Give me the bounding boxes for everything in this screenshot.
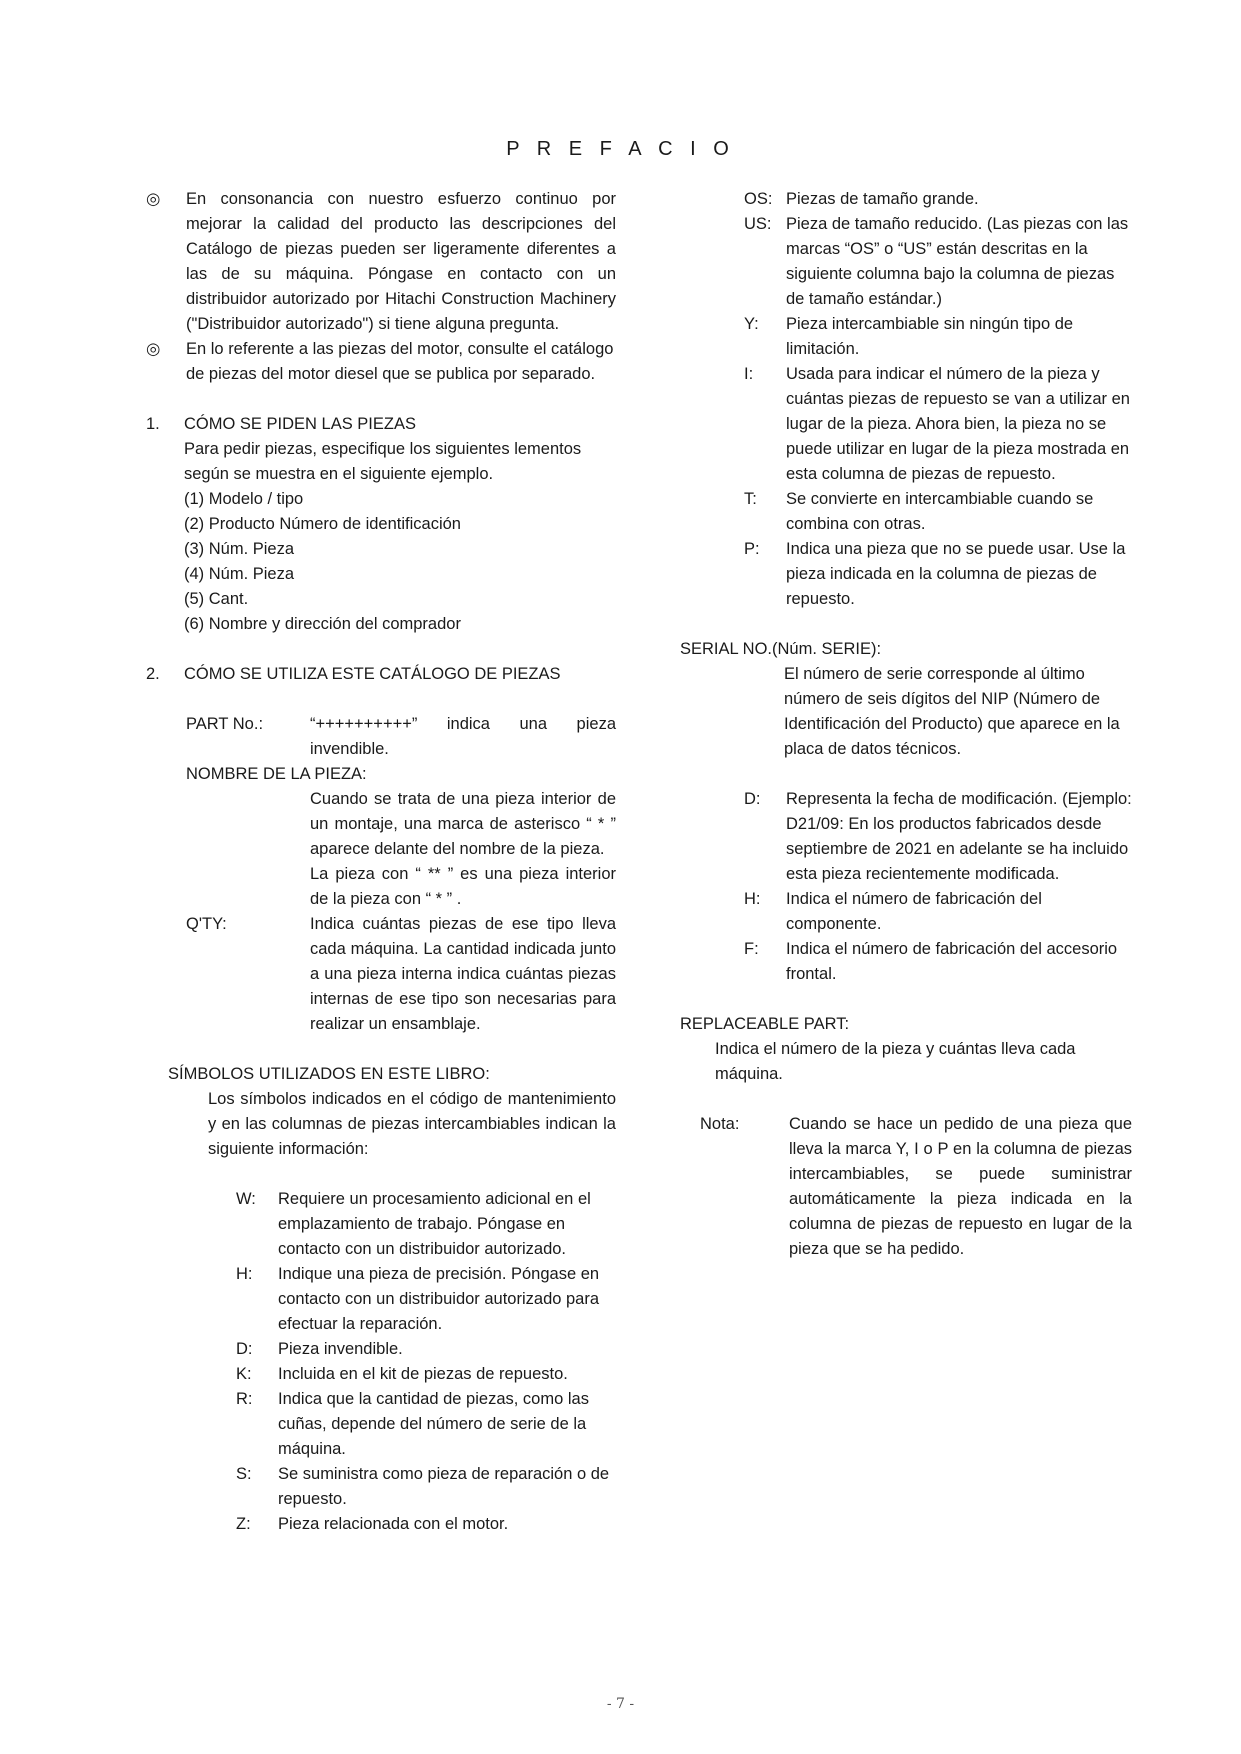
note bbox=[680, 1112, 1132, 1262]
symbol-item bbox=[680, 937, 1132, 987]
left-column bbox=[146, 187, 616, 1537]
symbol-text: Pieza de tamaño reducido. (Las piezas con las marcas “OS” o “US” están descritas en la siguiente columna bajo la columna de piezas de tamaño estándar.) bbox=[786, 215, 1129, 308]
symbols-intro: Los símbolos indicados en el código de mantenimiento y en las columnas de piezas intercambiables indican la siguiente información: bbox=[208, 1090, 616, 1158]
note-text: Cuando se hace un pedido de una pieza que lleva la marca Y, I o P en la columna de piezas intercambiables, se puede suministrar automáticamente la pieza indicada en la columna de piezas de repuesto en lugar de la pieza que se ha pedido. bbox=[789, 1115, 1132, 1258]
symbol-item bbox=[680, 887, 1132, 937]
section-2-heading bbox=[146, 662, 616, 687]
symbol-text: Indica que la cantidad de piezas, como las cuñas, depende del número de serie de la máquina. bbox=[278, 1390, 589, 1458]
section-1-heading bbox=[146, 412, 616, 437]
note-label: Nota: bbox=[700, 1115, 740, 1133]
symbol-text: Indique una pieza de precisión. Póngase en contacto con un distribuidor autorizado para efectuar la reparación. bbox=[278, 1265, 600, 1333]
symbols-section bbox=[146, 1062, 616, 1162]
section-title: CÓMO SE UTILIZA ESTE CATÁLOGO DE PIEZAS bbox=[184, 665, 561, 683]
symbol-item bbox=[680, 362, 1132, 487]
section-1-body bbox=[146, 437, 616, 637]
symbol-text: Piezas de tamaño grande. bbox=[786, 190, 979, 208]
right-column bbox=[680, 187, 1132, 1262]
part-no-definition bbox=[186, 712, 616, 762]
definition-text: “++++++++++” indica una pieza invendible. bbox=[310, 715, 616, 758]
symbols-list bbox=[146, 1187, 616, 1537]
symbol-text: Pieza intercambiable sin ningún tipo de limitación. bbox=[786, 315, 1074, 358]
list-item: (2) Producto Número de identificación bbox=[184, 515, 461, 533]
definition-term: NOMBRE DE LA PIEZA: bbox=[186, 765, 367, 783]
symbol-item bbox=[680, 312, 1132, 362]
symbol-item bbox=[680, 787, 1132, 887]
symbol-text: Se convierte en intercambiable cuando se combina con otras. bbox=[786, 490, 1094, 533]
serial-title: SERIAL NO.(Núm. SERIE): bbox=[680, 640, 882, 658]
intro-item bbox=[146, 337, 616, 387]
double-circle-icon: ◎ bbox=[146, 340, 161, 358]
symbol-item bbox=[680, 187, 1132, 212]
symbol-text: Indica el número de fabricación del componente. bbox=[786, 890, 1042, 933]
symbol-key: K: bbox=[236, 1365, 252, 1383]
symbol-key: I: bbox=[744, 365, 754, 383]
serial-text: El número de serie corresponde al último número de seis dígitos del NIP (Número de Identificación del Producto) que aparece en la placa de datos técnicos. bbox=[784, 665, 1120, 758]
symbol-key: W: bbox=[236, 1190, 256, 1208]
symbols-title: SÍMBOLOS UTILIZADOS EN ESTE LIBRO: bbox=[168, 1065, 490, 1083]
symbol-text: Indica el número de fabricación del accesorio frontal. bbox=[786, 940, 1118, 983]
section-2-body bbox=[146, 712, 616, 1037]
replaceable-title: REPLACEABLE PART: bbox=[680, 1015, 850, 1033]
symbol-key: H: bbox=[744, 890, 761, 908]
symbol-text: Usada para indicar el número de la pieza y cuántas piezas de repuesto se van a utilizar en lugar de la pieza. Ahora bien, la pieza no se puede utilizar en lugar de la pieza mostrada en esta columna de piezas de repuesto. bbox=[786, 365, 1130, 483]
symbol-text: Requiere un procesamiento adicional en el emplazamiento de trabajo. Póngase en contacto con un distribuidor autorizado. bbox=[278, 1190, 591, 1258]
symbol-key: Y: bbox=[744, 315, 759, 333]
symbol-key: H: bbox=[236, 1265, 253, 1283]
symbol-item bbox=[236, 1337, 616, 1362]
symbol-key: US: bbox=[744, 215, 772, 233]
section-number: 1. bbox=[146, 415, 160, 433]
symbol-text: Se suministra como pieza de reparación o de repuesto. bbox=[278, 1465, 610, 1508]
serial-section bbox=[680, 637, 1132, 762]
symbol-key: P: bbox=[744, 540, 760, 558]
symbol-item bbox=[236, 1512, 616, 1537]
qty-definition bbox=[186, 912, 616, 1037]
section-number: 2. bbox=[146, 665, 160, 683]
intro-text: En consonancia con nuestro esfuerzo continuo por mejorar la calidad del producto las descripciones del Catálogo de piezas pueden ser ligeramente diferentes a las de su máquina. Póngase en contacto con un distribuidor autorizado por Hitachi Construction Machinery ("Distribuidor autorizado") si tiene alguna pregunta. bbox=[186, 190, 616, 333]
replaceable-section bbox=[680, 1012, 1132, 1087]
double-circle-icon: ◎ bbox=[146, 190, 161, 208]
symbol-key: F: bbox=[744, 940, 759, 958]
list-item: (5) Cant. bbox=[184, 590, 249, 608]
symbol-item bbox=[680, 537, 1132, 612]
intro-text: En lo referente a las piezas del motor, consulte el catálogo de piezas del motor diesel que se publica por separado. bbox=[186, 340, 614, 383]
symbol-text: Pieza invendible. bbox=[278, 1340, 403, 1358]
list-item: (4) Núm. Pieza bbox=[184, 565, 295, 583]
symbol-text: Incluida en el kit de piezas de repuesto. bbox=[278, 1365, 568, 1383]
symbol-key: S: bbox=[236, 1465, 252, 1483]
definition-text: La pieza con “ ** ” es una pieza interior de la pieza con “ * ” . bbox=[310, 865, 616, 908]
section-title: CÓMO SE PIDEN LAS PIEZAS bbox=[184, 415, 416, 433]
replaceable-text: Indica el número de la pieza y cuántas lleva cada máquina. bbox=[715, 1040, 1076, 1083]
symbol-item bbox=[236, 1262, 616, 1337]
list-item: (1) Modelo / tipo bbox=[184, 490, 304, 508]
symbol-item bbox=[236, 1462, 616, 1512]
symbol-key: D: bbox=[236, 1340, 253, 1358]
symbol-key: R: bbox=[236, 1390, 253, 1408]
symbol-key: D: bbox=[744, 790, 761, 808]
definition-text: Cuando se trata de una pieza interior de un montaje, una marca de asterisco “ * ” aparece delante del nombre de la pieza. bbox=[310, 790, 616, 858]
part-name-definition bbox=[186, 787, 616, 912]
symbol-item bbox=[680, 212, 1132, 312]
symbol-key: T: bbox=[744, 490, 757, 508]
symbol-text: Indica una pieza que no se puede usar. Use la pieza indicada en la columna de piezas de repuesto. bbox=[786, 540, 1126, 608]
list-item: (3) Núm. Pieza bbox=[184, 540, 295, 558]
definition-term: PART No.: bbox=[186, 715, 264, 733]
page-title: P R E F A C I O bbox=[506, 138, 735, 160]
list-item: (6) Nombre y dirección del comprador bbox=[184, 615, 461, 633]
symbol-text: Pieza relacionada con el motor. bbox=[278, 1515, 509, 1533]
symbol-key: Z: bbox=[236, 1515, 251, 1533]
symbol-item bbox=[236, 1362, 616, 1387]
definition-term: Q'TY: bbox=[186, 915, 227, 933]
symbol-item bbox=[680, 487, 1132, 537]
intro-item bbox=[146, 187, 616, 337]
definition-text: Indica cuántas piezas de ese tipo lleva cada máquina. La cantidad indicada junto a una pieza interna indica cuántas piezas internas de ese tipo son necesarias para realizar un ensamblaje. bbox=[310, 915, 616, 1033]
section-intro: Para pedir piezas, especifique los siguientes lementos según se muestra en el siguiente ejemplo. bbox=[184, 440, 582, 483]
page-number: - 7 - bbox=[606, 1696, 635, 1712]
symbol-key: OS: bbox=[744, 190, 773, 208]
symbol-item bbox=[236, 1387, 616, 1462]
symbol-item bbox=[236, 1187, 616, 1262]
symbol-text: Representa la fecha de modificación. (Ejemplo: D21/09: En los productos fabricados desde septiembre de 2021 en adelante se ha incluido esta pieza recientemente modificada. bbox=[786, 790, 1132, 883]
